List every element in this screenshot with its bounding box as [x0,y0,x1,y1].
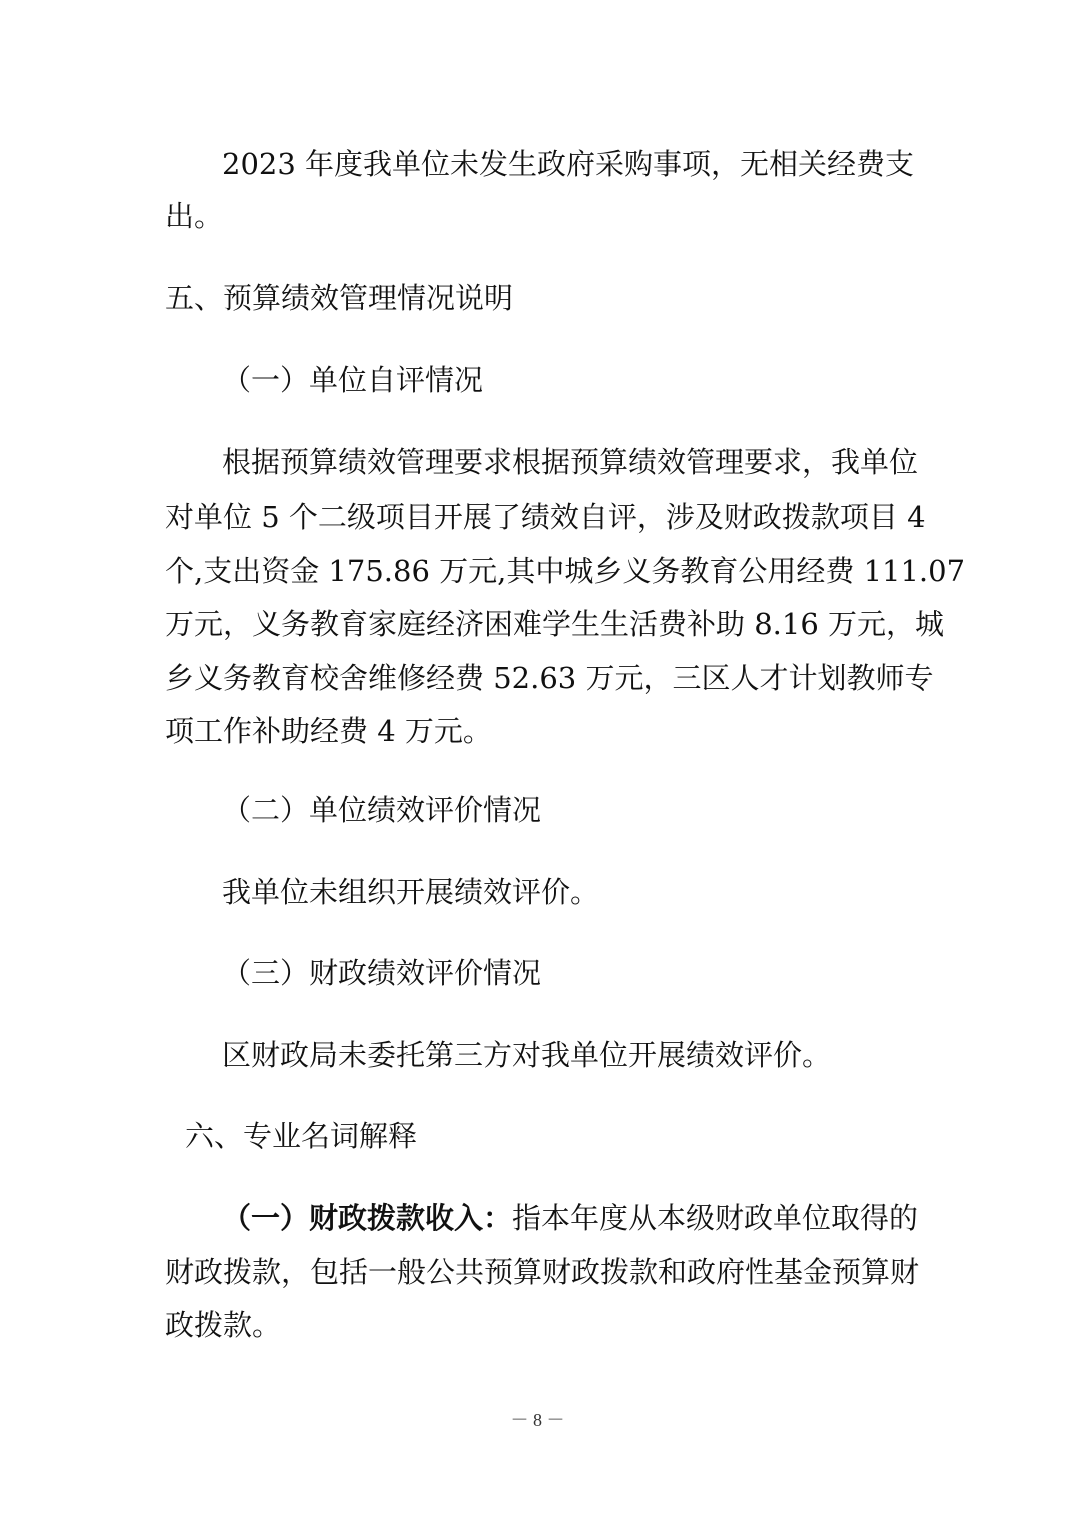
paragraph-line: 2023 年度我单位未发生政府采购事项，无相关经费支 [222,147,915,181]
paragraph-line: 出。 [165,199,224,233]
section-heading-6: 六、专业名词解释 [185,1119,418,1153]
paragraph-line: 区财政局未委托第三方对我单位开展绩效评价。 [222,1038,832,1072]
paragraph-line [222,1192,919,1244]
section-heading-5: 五、预算绩效管理情况说明 [165,281,514,315]
paragraph-line: 乡义务教育校舍维修经费 52.63 万元，三区人才计划教师专 [165,661,934,695]
subheading-self-evaluation: （一）单位自评情况 [222,363,484,397]
paragraph-line: 对单位 5 个二级项目开展了绩效自评，涉及财政拨款项目 4 [165,500,926,534]
page-number: － 8 － [510,1410,565,1430]
subheading-unit-evaluation: （二）单位绩效评价情况 [222,793,542,827]
term-label: （一）财政拨款收入： [222,1201,513,1235]
paragraph-line: 万元，义务教育家庭经济困难学生生活费补助 8.16 万元，城 [165,607,945,641]
paragraph-line: 财政拨款，包括一般公共预算财政拨款和政府性基金预算财 [165,1255,920,1289]
paragraph-line: 我单位未组织开展绩效评价。 [222,875,600,909]
subheading-fiscal-evaluation: （三）财政绩效评价情况 [222,956,542,990]
paragraph-line: 项工作补助经费 4 万元。 [165,714,492,748]
paragraph-line: 个,支出资金 175.86 万元,其中城乡义务教育公用经费 111.07 [165,554,966,588]
paragraph-line: 根据预算绩效管理要求根据预算绩效管理要求，我单位 [222,445,919,479]
paragraph-line: 政拨款。 [165,1308,282,1342]
term-definition: 指本年度从本级财政单位取得的 [512,1201,919,1235]
